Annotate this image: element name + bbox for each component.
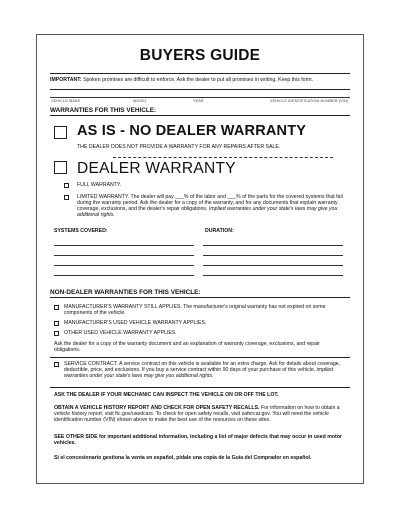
- as-is-subtext: THE DEALER DOES NOT PROVIDE A WARRANTY FOR ANY REPAIRS AFTER SALE.: [77, 144, 281, 150]
- systems-line[interactable]: [54, 275, 194, 276]
- divider: [50, 115, 350, 116]
- duration-line[interactable]: [203, 265, 343, 266]
- non-dealer-heading: NON-DEALER WARRANTIES FOR THIS VEHICLE:: [50, 289, 201, 296]
- service-contract-implied: implied warranties under your state's laws may give you additional rights.: [64, 367, 334, 380]
- full-warranty-checkbox[interactable]: [64, 183, 69, 188]
- important-notice: [50, 77, 350, 83]
- other-side-notice: SEE OTHER SIDE for important additional information, including a list of major defects that may occur in used motor vehicles.: [54, 434, 342, 447]
- vehicle-make-label: VEHICLE MAKE: [51, 99, 81, 103]
- service-contract-checkbox[interactable]: [54, 362, 59, 367]
- vin-label: VEHICLE IDENTIFICATION NUMBER (VIN): [270, 99, 349, 103]
- other-used-warranty-checkbox[interactable]: [54, 331, 59, 336]
- dealer-warranty-heading: DEALER WARRANTY: [77, 160, 236, 177]
- dashed-divider: [113, 157, 333, 158]
- as-is-checkbox[interactable]: [54, 126, 67, 139]
- vehicle-history-heading: OBTAIN A VEHICLE HISTORY REPORT AND CHECK FOR OPEN SAFETY RECALLS.: [54, 405, 260, 411]
- model-label: MODEL: [133, 99, 148, 103]
- divider: [50, 89, 350, 90]
- vehicle-history-text: For information on how to obtain a vehicle history report, visit ftc.gov/usedcars. To check for open safety recalls, visit safercar.gov. You will need the vehicle identification number (VIN) shown above to make the best use of the resources on these sites.: [54, 405, 340, 424]
- limited-warranty-body: LIMITED WARRANTY. The dealer will pay ___% of the labor and ___% of the parts for the covered systems that fail during the warranty period. Ask the dealer for a copy of the warranty, and for any documents that explain warranty coverage, exclusions, and the dealer's repair obligations.: [77, 194, 343, 213]
- manufacturer-warranty-checkbox[interactable]: [54, 305, 59, 310]
- divider: [50, 357, 350, 358]
- year-label: YEAR: [193, 99, 204, 103]
- mechanic-notice: ASK THE DEALER IF YOUR MECHANIC CAN INSPECT THE VEHICLE ON OR OFF THE LOT.: [54, 392, 279, 398]
- divider: [50, 387, 350, 388]
- important-label: IMPORTANT:: [50, 77, 82, 83]
- buyers-guide-form: [36, 34, 364, 484]
- service-contract-body: SERVICE CONTRACT. A service contract on this vehicle is available for an extra charge. Ask for details about coverage, deductible, price, and exclusions. If you buy a service contract within 90 days of your purchase of this vehicle,: [64, 361, 341, 374]
- as-is-heading: AS IS - NO DEALER WARRANTY: [77, 123, 307, 139]
- vehicle-history-notice: [54, 405, 346, 423]
- divider: [50, 73, 350, 74]
- important-text: Spoken promises are difficult to enforce. Ask the dealer to put all promises in writing. Keep this form.: [83, 77, 314, 83]
- duration-line[interactable]: [203, 255, 343, 256]
- duration-label: DURATION:: [205, 228, 234, 234]
- duration-line[interactable]: [203, 245, 343, 246]
- page-title: BUYERS GUIDE: [139, 47, 261, 64]
- systems-covered-label: SYSTEMS COVERED:: [54, 228, 108, 234]
- full-warranty-label: FULL WARRANTY.: [77, 182, 122, 188]
- systems-line[interactable]: [54, 245, 194, 246]
- limited-warranty-checkbox[interactable]: [64, 195, 69, 200]
- manufacturer-used-warranty-text: MANUFACTURER'S USED VEHICLE WARRANTY APPLIES.: [64, 320, 207, 326]
- limited-warranty-implied: Implied warranties under your state's laws may give you additional rights.: [77, 206, 338, 219]
- other-used-warranty-text: OTHER USED VEHICLE WARRANTY APPLIES.: [64, 330, 177, 336]
- manufacturer-used-warranty-checkbox[interactable]: [54, 321, 59, 326]
- manufacturer-warranty-text: MANUFACTURER'S WARRANTY STILL APPLIES. The manufacturer's original warranty has not expired on some components of the vehicle.: [64, 304, 326, 317]
- spanish-notice: Si el concesionario gestiona la venta en español, pídale una copia de la Guía del Comprador en español.: [54, 455, 312, 461]
- warranties-heading: WARRANTIES FOR THIS VEHICLE:: [50, 107, 157, 114]
- systems-line[interactable]: [54, 255, 194, 256]
- duration-line[interactable]: [203, 275, 343, 276]
- divider: [50, 297, 350, 298]
- vehicle-info-line: [50, 97, 350, 98]
- limited-warranty-text: [77, 194, 349, 218]
- service-contract-text: [64, 361, 348, 379]
- non-dealer-note: Ask the dealer for a copy of the warranty document and an explanation of warranty coverage, exclusions, and repair obligations.: [54, 341, 320, 354]
- systems-line[interactable]: [54, 265, 194, 266]
- dealer-warranty-checkbox[interactable]: [54, 161, 67, 174]
